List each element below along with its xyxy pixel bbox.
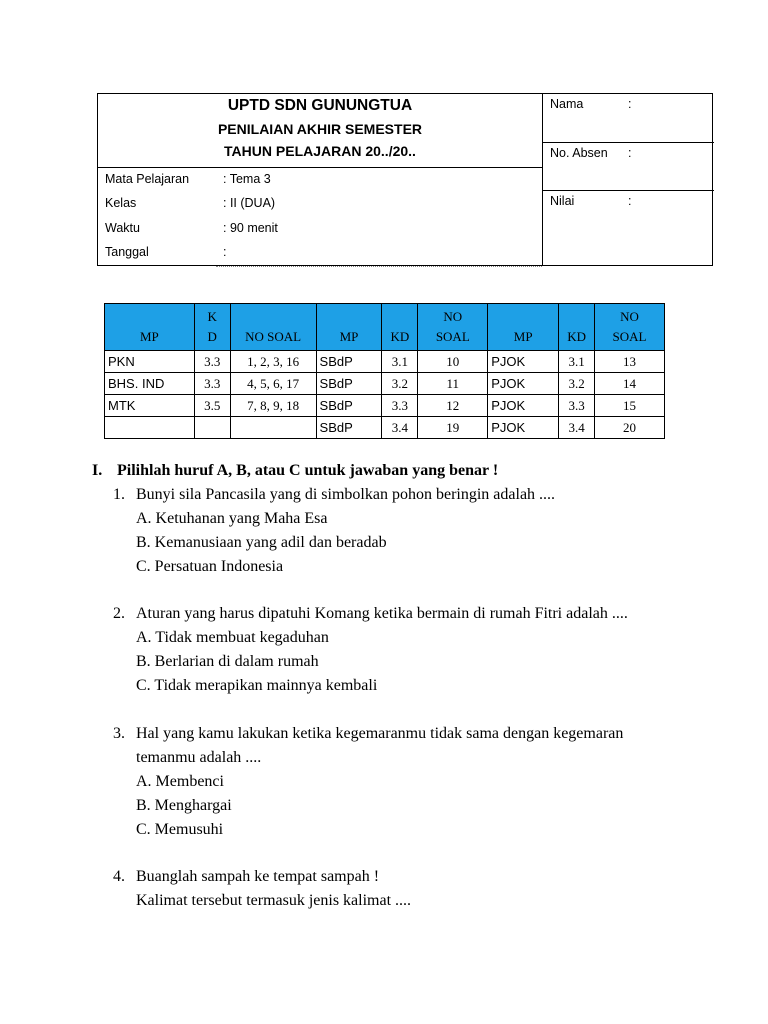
answer-option: C. Persatuan Indonesia: [136, 558, 284, 575]
table-cell: PJOK: [488, 351, 559, 373]
absen-colon: :: [628, 146, 632, 160]
question-number: 4.: [113, 868, 125, 885]
table-cell: SBdP: [316, 373, 382, 395]
question-text: Aturan yang harus dipatuhi Komang ketika bermain di rumah Fitri adalah ....: [136, 605, 628, 622]
table-cell: [194, 417, 230, 439]
score-colon: :: [628, 194, 632, 208]
table-cell: MTK: [105, 395, 195, 417]
exam-title: PENILAIAN AKHIR SEMESTER: [217, 121, 423, 137]
header-divider-vertical: [542, 94, 543, 265]
table-row: [105, 417, 665, 439]
table-cell: 14: [595, 373, 665, 395]
score-label: Nilai: [550, 194, 575, 208]
table-header-row: [105, 304, 665, 351]
table-cell: [230, 417, 316, 439]
table-cell: 3.2: [559, 373, 595, 395]
table-cell: 3.1: [559, 351, 595, 373]
table-cell: PJOK: [488, 395, 559, 417]
table-row: [105, 373, 665, 395]
header-no-soal: NO SOAL: [230, 304, 316, 351]
date-value: :: [223, 245, 227, 259]
question-text-continued: temanmu adalah ....: [136, 749, 262, 766]
header-divider-left: [98, 167, 542, 168]
header-mp: MP: [316, 304, 382, 351]
name-colon: :: [628, 97, 632, 111]
answer-option: B. Berlarian di dalam rumah: [136, 653, 319, 670]
section-number: I.: [92, 462, 103, 479]
header-divider-right-1: [542, 142, 714, 143]
table-cell: 3.3: [194, 351, 230, 373]
answer-option: C. Tidak merapikan mainnya kembali: [136, 677, 378, 694]
absen-label: No. Absen: [550, 146, 608, 160]
header-kd: KD: [559, 304, 595, 351]
table-cell: 3.5: [194, 395, 230, 417]
table-cell: SBdP: [316, 351, 382, 373]
table-cell: 3.3: [194, 373, 230, 395]
class-value: : II (DUA): [223, 196, 276, 210]
table-cell: 20: [595, 417, 665, 439]
table-cell: BHS. IND: [105, 373, 195, 395]
header-mp: MP: [105, 304, 195, 351]
academic-year: TAHUN PELAJARAN 20../20..: [224, 143, 416, 159]
answer-option: A. Ketuhanan yang Maha Esa: [136, 510, 328, 527]
answer-option: C. Memusuhi: [136, 821, 224, 838]
table-cell: 3.2: [382, 373, 418, 395]
answer-option: A. Membenci: [136, 773, 224, 790]
table-cell: 3.3: [559, 395, 595, 417]
date-dotted-line: [216, 266, 542, 267]
table-cell: PJOK: [488, 417, 559, 439]
question-number: 3.: [113, 725, 125, 742]
school-name: UPTD SDN GUNUNGTUA: [227, 97, 413, 114]
subject-label: Mata Pelajaran: [105, 172, 190, 186]
competency-table: [104, 303, 665, 439]
header-no-soal: NO SOAL: [595, 304, 665, 351]
table-cell: 15: [595, 395, 665, 417]
table-cell: PKN: [105, 351, 195, 373]
table-row: [105, 395, 665, 417]
time-label: Waktu: [105, 221, 140, 235]
table-cell: PJOK: [488, 373, 559, 395]
table-cell: SBdP: [316, 395, 382, 417]
table-cell: 3.4: [382, 417, 418, 439]
question-text: Hal yang kamu lakukan ketika kegemaranmu tidak sama dengan kegemaran: [136, 725, 624, 742]
table-cell: 3.4: [559, 417, 595, 439]
table-cell: 4, 5, 6, 17: [230, 373, 316, 395]
header-no-soal: NO SOAL: [418, 304, 488, 351]
subject-value: : Tema 3: [223, 172, 271, 186]
table-row: [105, 351, 665, 373]
header-divider-right-2: [542, 190, 714, 191]
table-cell: 10: [418, 351, 488, 373]
header-kd: KD: [382, 304, 418, 351]
header-kd: K D: [194, 304, 230, 351]
answer-option: A. Tidak membuat kegaduhan: [136, 629, 329, 646]
question-number: 2.: [113, 605, 125, 622]
table-cell: 13: [595, 351, 665, 373]
table-cell: 3.1: [382, 351, 418, 373]
date-label: Tanggal: [105, 245, 149, 259]
header-mp: MP: [488, 304, 559, 351]
table-cell: 1, 2, 3, 16: [230, 351, 316, 373]
question-text-continued: Kalimat tersebut termasuk jenis kalimat ....: [136, 892, 412, 909]
exam-header: [97, 93, 713, 266]
answer-option: B. Menghargai: [136, 797, 232, 814]
table-cell: 7, 8, 9, 18: [230, 395, 316, 417]
question-number: 1.: [113, 486, 125, 503]
table-cell: 11: [418, 373, 488, 395]
time-value: : 90 menit: [223, 221, 278, 235]
answer-option: B. Kemanusiaan yang adil dan beradab: [136, 534, 387, 551]
question-text: Buanglah sampah ke tempat sampah !: [136, 868, 380, 885]
table-cell: SBdP: [316, 417, 382, 439]
section-instruction: Pilihlah huruf A, B, atau C untuk jawaban yang benar !: [117, 462, 499, 479]
table-cell: 3.3: [382, 395, 418, 417]
table-cell: [105, 417, 195, 439]
name-label: Nama: [550, 97, 584, 111]
table-cell: 12: [418, 395, 488, 417]
class-label: Kelas: [105, 196, 137, 210]
question-text: Bunyi sila Pancasila yang di simbolkan pohon beringin adalah ....: [136, 486, 556, 503]
table-cell: 19: [418, 417, 488, 439]
